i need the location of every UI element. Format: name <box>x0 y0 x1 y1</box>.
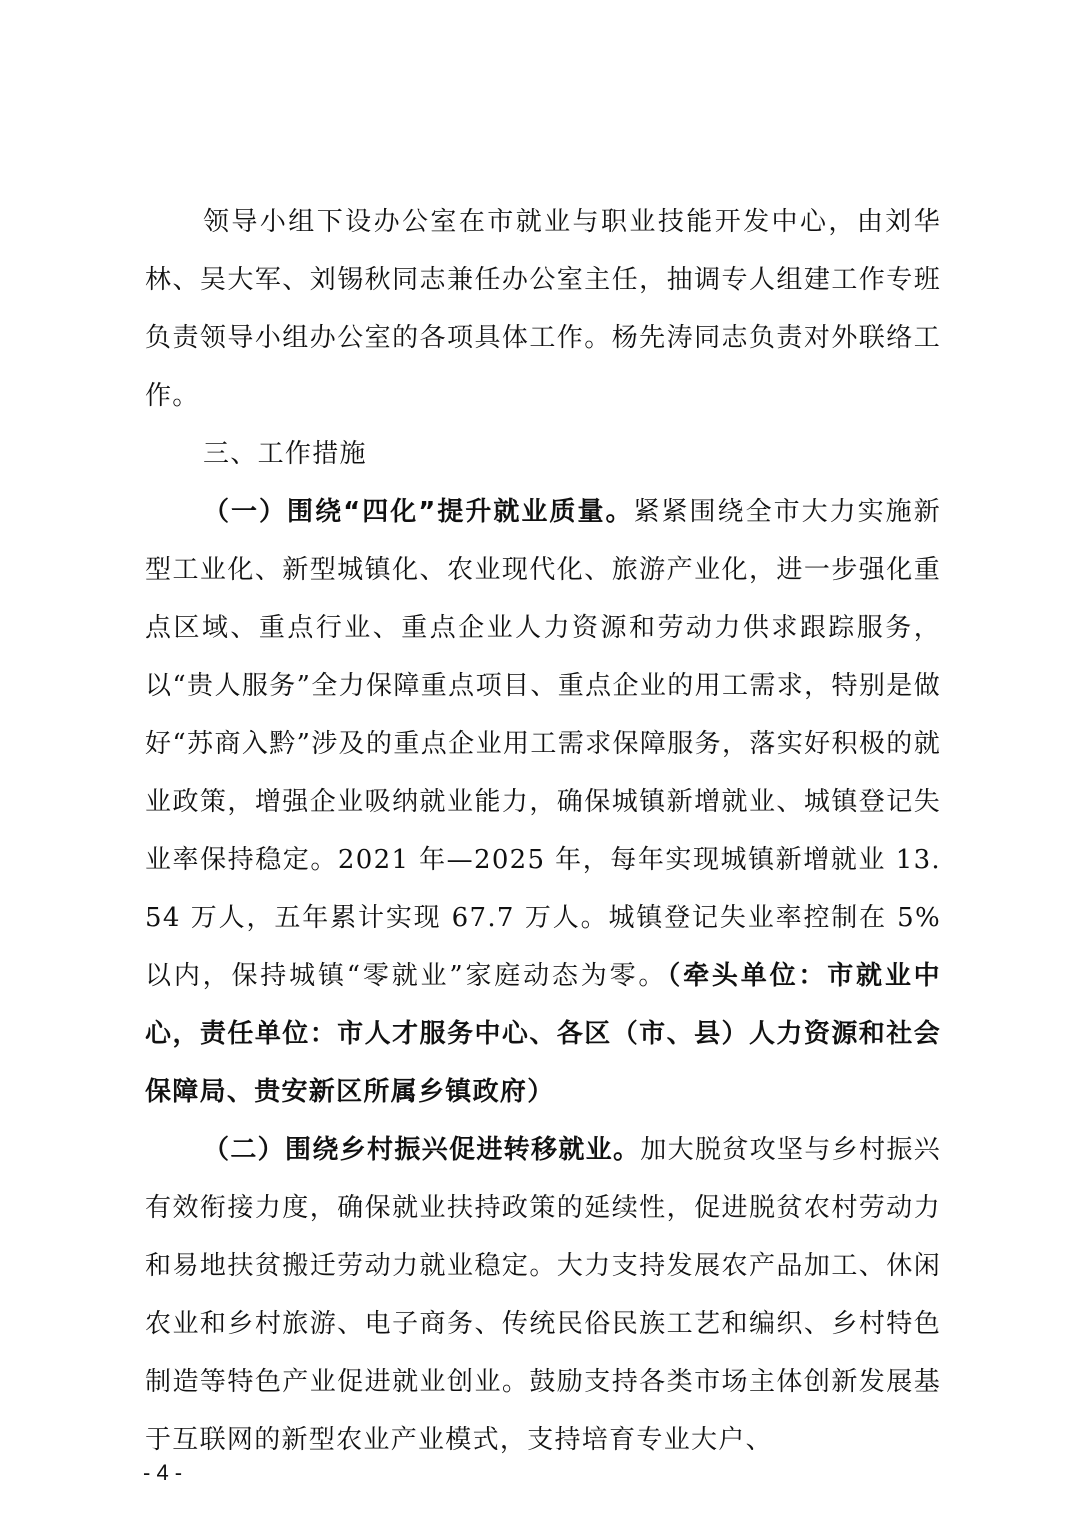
measure-2-title: （二）围绕乡村振兴促进转移就业。 <box>203 1135 641 1165</box>
paragraph-measure-1 <box>145 483 941 1121</box>
paragraph-measure-2 <box>145 1121 941 1469</box>
page-number: - 4 - <box>143 1460 183 1485</box>
paragraph-office-setup: 领导小组下设办公室在市就业与职业技能开发中心，由刘华林、吴大军、刘锡秋同志兼任办公室主任，抽调专人组建工作专班负责领导小组办公室的各项具体工作。杨先涛同志负责对外联络工作。 <box>145 207 941 411</box>
measure-1-title: （一）围绕“四化”提升就业质量。 <box>203 497 634 527</box>
document-body <box>145 193 941 1469</box>
section-heading-work-measures: 三、工作措施 <box>203 439 367 469</box>
measure-1-responsibility: （牵头单位：市就业中心，责任单位：市人才服务中心、各区（市、县）人力资源和社会保障局、贵安新区所属乡镇政府） <box>145 961 941 1107</box>
measure-2-body: 加大脱贫攻坚与乡村振兴有效衔接力度，确保就业扶持政策的延续性，促进脱贫农村劳动力和易地扶贫搬迁劳动力就业稳定。大力支持发展农产品加工、休闲农业和乡村旅游、电子商务、传统民俗民族工艺和编织、乡村特色制造等特色产业促进就业创业。鼓励支持各类市场主体创新发展基于互联网的新型农业产业模式，支持培育专业大户、 <box>145 1135 941 1455</box>
measure-1-body: 紧紧围绕全市大力实施新型工业化、新型城镇化、农业现代化、旅游产业化，进一步强化重点区域、重点行业、重点企业人力资源和劳动力供求跟踪服务，以“贵人服务”全力保障重点项目、重点企业的用工需求，特别是做好“苏商入黔”涉及的重点企业用工需求保障服务，落实好积极的就业政策，增强企业吸纳就业能力，确保城镇新增就业、城镇登记失业率保持稳定。2021 年—2025 年，每年实现城镇新增就业 13.54 万人，五年累计实现 67.7 万人。城镇登记失业率控制在 5%以内，保持城镇“零就业”家庭动态为零。 <box>145 497 941 991</box>
